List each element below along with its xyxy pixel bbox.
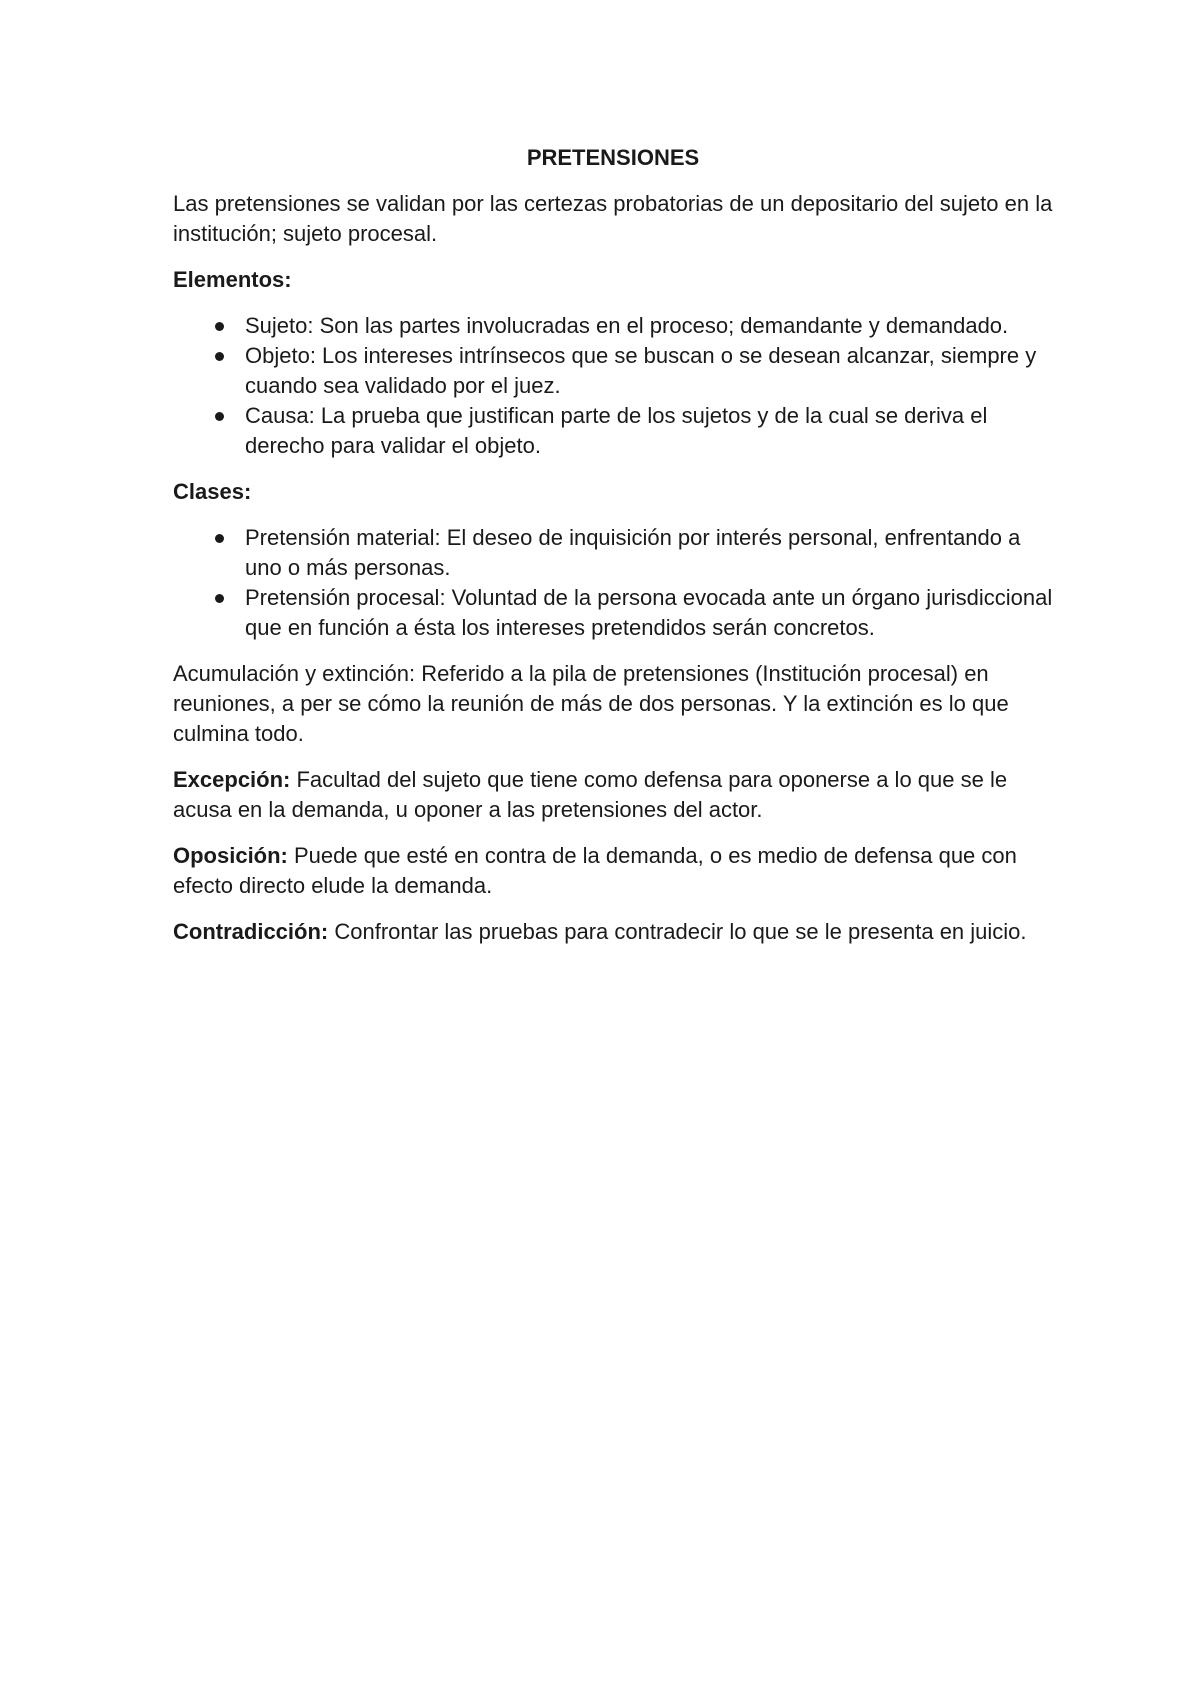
oposicion-text: Puede que esté en contra de la demanda, o es medio de defensa que con efecto directo elude la demanda. <box>173 843 1017 898</box>
contradiccion-text: Confrontar las pruebas para contradecir lo que se le presenta en juicio. <box>328 919 1027 944</box>
acumulacion-paragraph: Acumulación y extinción: Referido a la pila de pretensiones (Institución procesal) en reuniones, a per se cómo la reunión de más de dos personas. Y la extinción es lo que culmina todo. <box>173 661 1009 746</box>
list-item-text: Pretensión material: El deseo de inquisición por interés personal, enfrentando a uno o más personas. <box>245 525 1021 580</box>
list-item <box>173 311 1053 341</box>
list-item-text: Pretensión procesal: Voluntad de la persona evocada ante un órgano jurisdiccional que en función a ésta los intereses pretendidos serán concretos. <box>245 585 1053 640</box>
elementos-list <box>173 311 1053 461</box>
intro-paragraph: Las pretensiones se validan por las certezas probatorias de un depositario del sujeto en la institución; sujeto procesal. <box>173 191 1053 246</box>
bullet-icon <box>215 594 224 603</box>
oposicion-term: Oposición: <box>173 843 288 868</box>
bullet-icon <box>215 352 224 361</box>
bullet-icon <box>215 322 224 331</box>
excepcion-text: Facultad del sujeto que tiene como defensa para oponerse a lo que se le acusa en la demanda, u oponer a las pretensiones del actor. <box>173 767 1008 822</box>
bullet-icon <box>215 534 224 543</box>
excepcion-paragraph <box>173 765 1053 825</box>
list-item <box>173 401 1053 461</box>
list-item <box>173 341 1053 401</box>
list-item-text: Causa: La prueba que justifican parte de los sujetos y de la cual se deriva el derecho para validar el objeto. <box>245 403 988 458</box>
contradiccion-paragraph <box>173 917 1053 947</box>
list-item <box>173 583 1053 643</box>
list-item-text: Objeto: Los intereses intrínsecos que se buscan o se desean alcanzar, siempre y cuando sea validado por el juez. <box>245 343 1037 398</box>
document-title: PRETENSIONES <box>526 145 700 170</box>
contradiccion-term: Contradicción: <box>173 919 329 944</box>
oposicion-paragraph <box>173 841 1053 901</box>
excepcion-term: Excepción: <box>173 767 291 792</box>
clases-heading: Clases: <box>173 479 252 504</box>
clases-list <box>173 523 1053 643</box>
elementos-heading: Elementos: <box>173 267 292 292</box>
list-item <box>173 523 1053 583</box>
list-item-text: Sujeto: Son las partes involucradas en el proceso; demandante y demandado. <box>245 313 1009 338</box>
bullet-icon <box>215 412 224 421</box>
document-body <box>173 143 1053 963</box>
